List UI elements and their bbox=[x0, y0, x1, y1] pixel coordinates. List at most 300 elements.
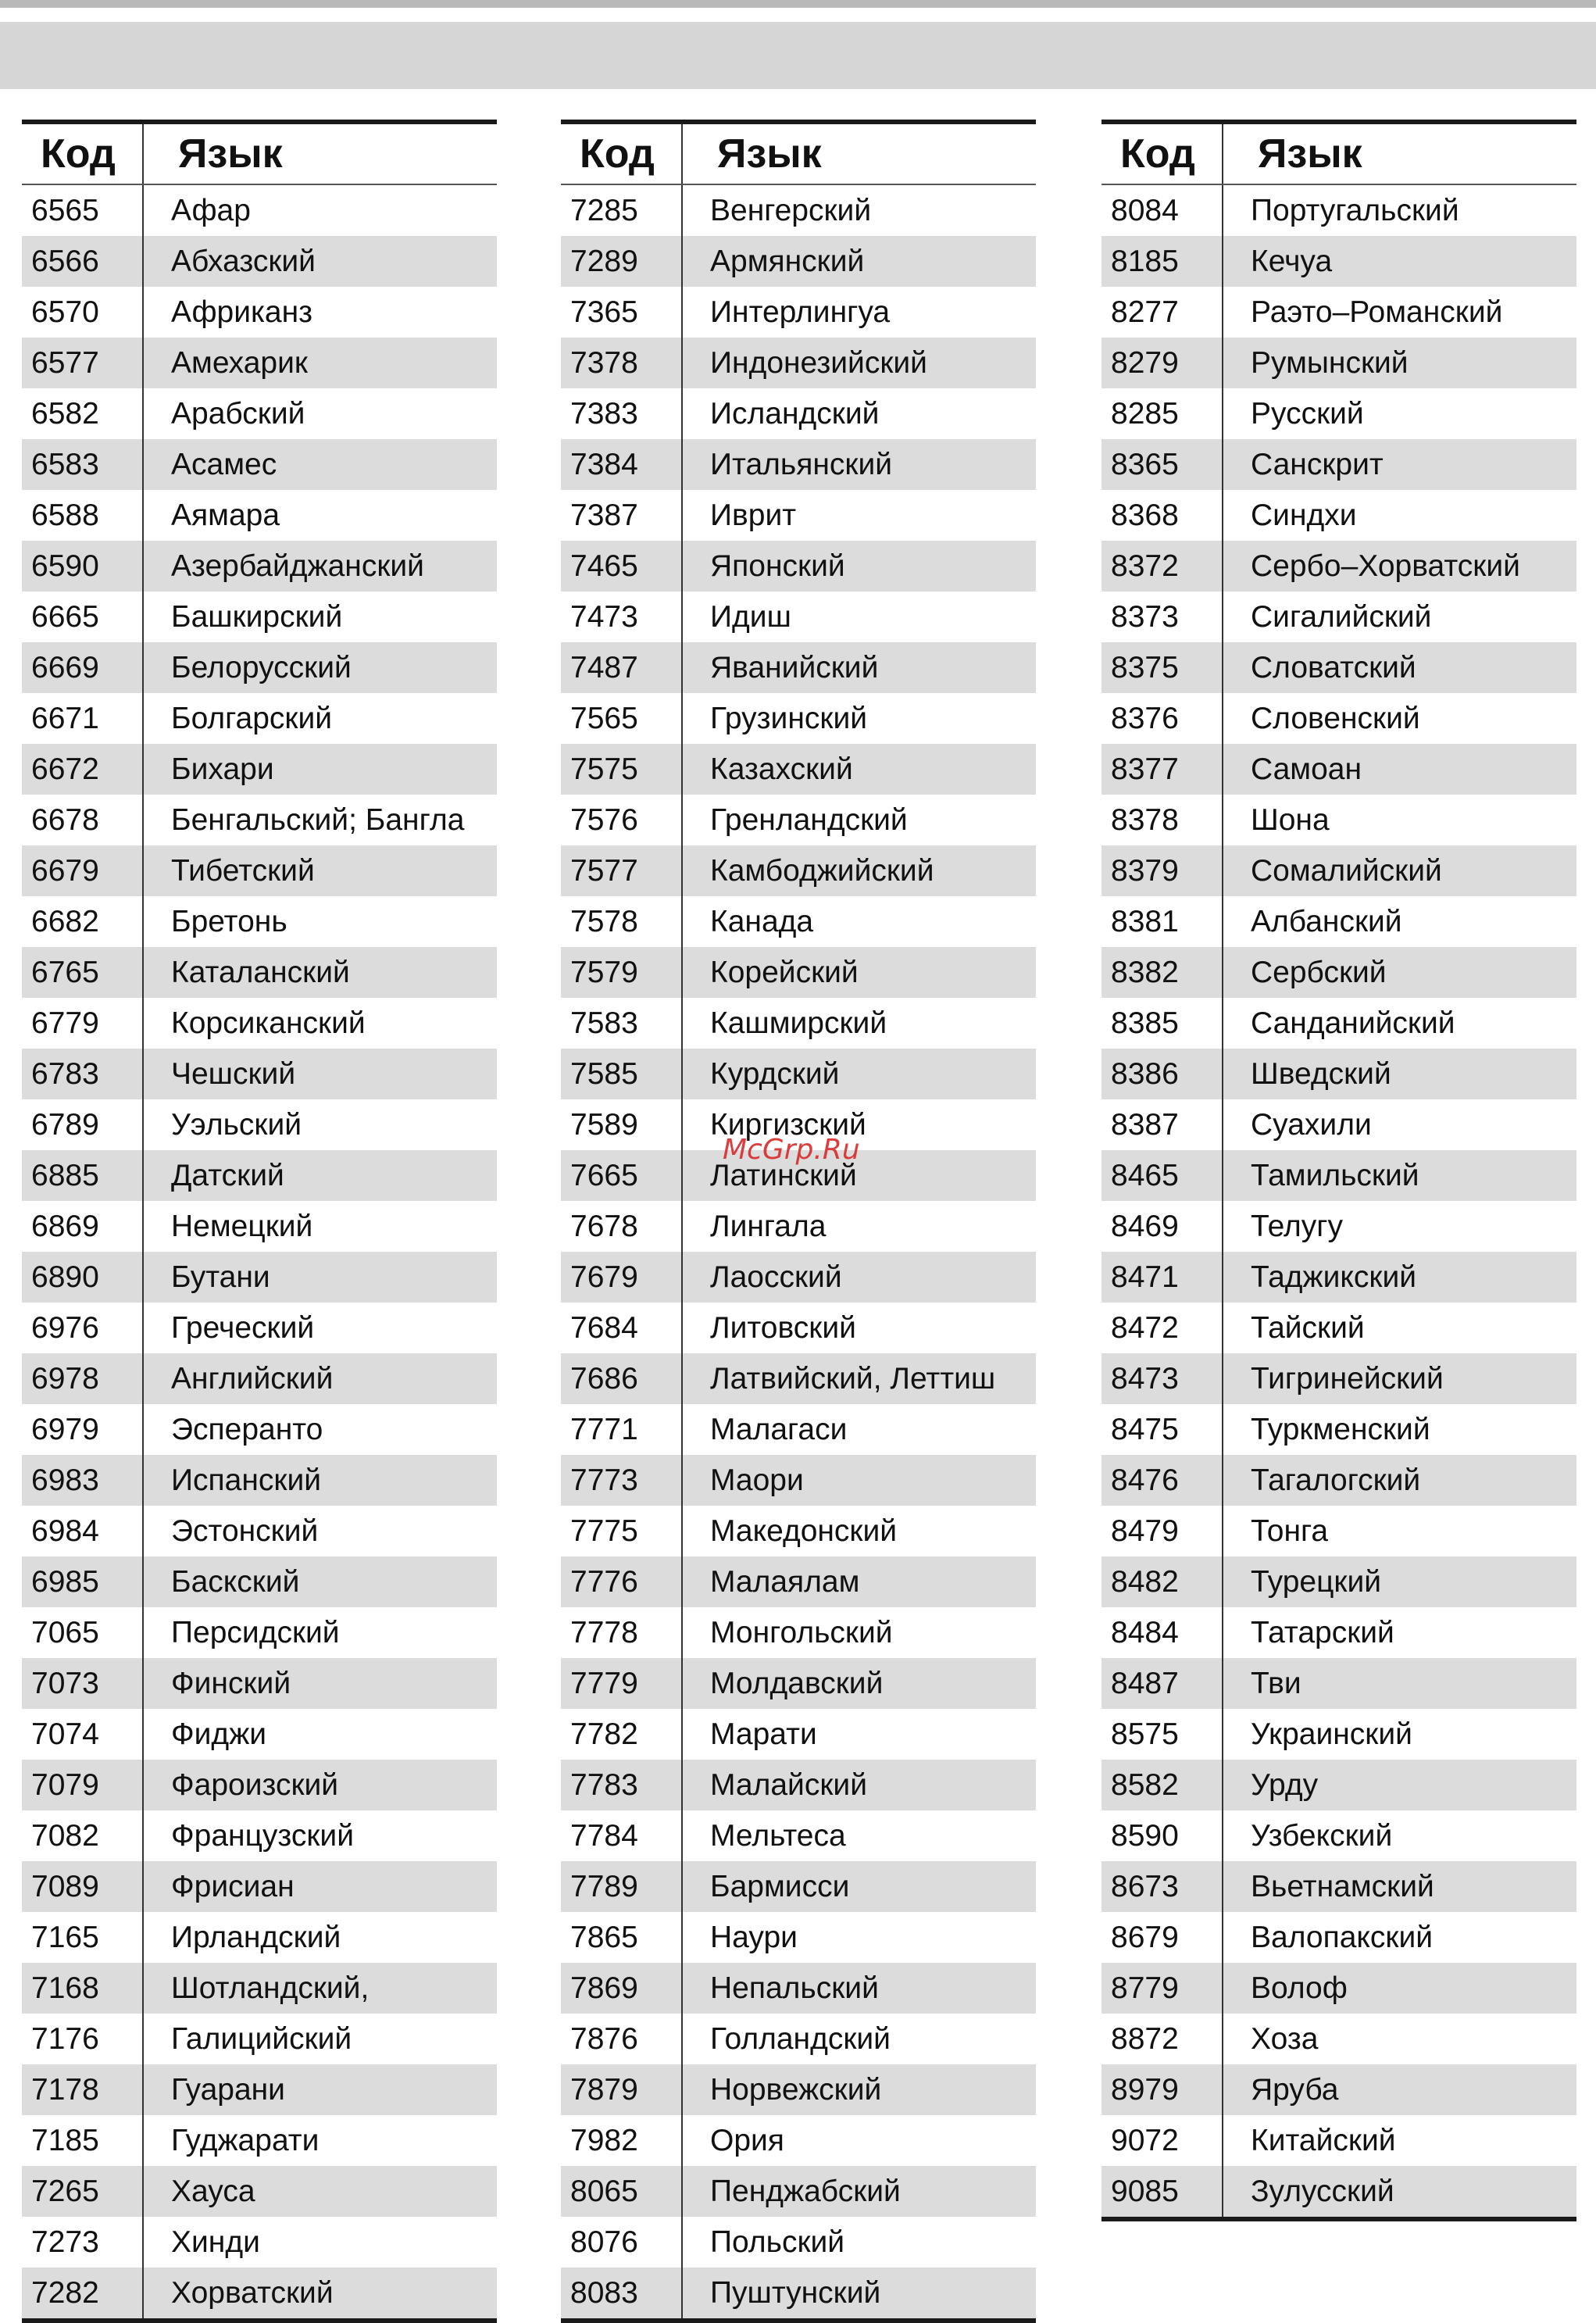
language-name: Сербский bbox=[1223, 947, 1576, 998]
language-code-table-3 bbox=[1101, 120, 1576, 2221]
language-name: Тибетский bbox=[143, 845, 497, 896]
language-code: 7665 bbox=[561, 1150, 682, 1201]
language-code: 7585 bbox=[561, 1049, 682, 1099]
language-code: 8065 bbox=[561, 2166, 682, 2217]
language-code: 8379 bbox=[1101, 845, 1223, 896]
language-name: Немецкий bbox=[171, 1209, 313, 1243]
language-code: 7289 bbox=[561, 236, 682, 287]
language-code: 8378 bbox=[1101, 795, 1223, 845]
language-name: Румынский bbox=[1223, 338, 1576, 388]
language-code: 6678 bbox=[22, 795, 143, 845]
language-code: 8487 bbox=[1101, 1658, 1223, 1709]
table-row bbox=[1101, 1252, 1576, 1303]
language-name: Эстонский bbox=[171, 1514, 319, 1548]
language-code: 6588 bbox=[22, 490, 143, 541]
table-row bbox=[561, 1455, 1036, 1506]
language-name: Тайский bbox=[1251, 1310, 1365, 1345]
table-row bbox=[561, 236, 1036, 287]
language-name: Лаосский bbox=[682, 1252, 1036, 1303]
language-name: Асамес bbox=[143, 439, 497, 490]
language-name: Санскрит bbox=[1223, 439, 1576, 490]
language-name: Уэльский bbox=[171, 1107, 302, 1142]
language-code: 6671 bbox=[22, 693, 143, 744]
language-name: Монгольский bbox=[710, 1615, 893, 1649]
language-code: 8471 bbox=[1101, 1252, 1223, 1303]
language-name: Галицийский bbox=[171, 2021, 352, 2056]
language-name: Бихари bbox=[143, 744, 497, 795]
language-name: Тагалогский bbox=[1223, 1455, 1576, 1506]
table-row bbox=[1101, 1506, 1576, 1556]
language-name: Латвийский, Леттиш bbox=[682, 1353, 1036, 1404]
language-code: 7869 bbox=[561, 1963, 682, 2014]
language-name: Самоан bbox=[1223, 744, 1576, 795]
table-row bbox=[22, 1810, 497, 1861]
table-row bbox=[1101, 1912, 1576, 1963]
table-row bbox=[561, 1049, 1036, 1099]
table-row bbox=[561, 845, 1036, 896]
table-row bbox=[22, 1099, 497, 1150]
language-name: Литовский bbox=[710, 1310, 856, 1345]
language-code: 8590 bbox=[1101, 1810, 1223, 1861]
table-row bbox=[1101, 845, 1576, 896]
language-name: Бенгальский; Бангла bbox=[171, 802, 465, 837]
language-name: Хинди bbox=[171, 2225, 260, 2259]
column-header-language: Язык bbox=[1223, 122, 1576, 184]
language-name: Индонезийский bbox=[682, 338, 1036, 388]
table-row bbox=[561, 1506, 1036, 1556]
table-row bbox=[22, 236, 497, 287]
language-name: Исландский bbox=[710, 396, 880, 431]
table-row bbox=[561, 541, 1036, 591]
language-code: 7879 bbox=[561, 2064, 682, 2115]
language-code: 8385 bbox=[1101, 998, 1223, 1049]
language-name: Португальский bbox=[1251, 193, 1459, 227]
language-name: Наури bbox=[710, 1920, 798, 1954]
language-name: Эсперанто bbox=[171, 1412, 323, 1446]
language-code: 7773 bbox=[561, 1455, 682, 1506]
language-name: Суахили bbox=[1251, 1107, 1372, 1142]
table-row bbox=[1101, 439, 1576, 490]
language-name: Казахский bbox=[682, 744, 1036, 795]
table-row bbox=[561, 1404, 1036, 1455]
table-row bbox=[22, 845, 497, 896]
table-row bbox=[1101, 998, 1576, 1049]
language-code: 7982 bbox=[561, 2115, 682, 2166]
language-name: Туркменский bbox=[1251, 1412, 1430, 1446]
language-code: 9072 bbox=[1101, 2115, 1223, 2166]
language-name: Греческий bbox=[171, 1310, 315, 1345]
language-name: Яванийский bbox=[682, 642, 1036, 693]
language-name: Тигринейский bbox=[1223, 1353, 1576, 1404]
language-name: Аямара bbox=[171, 498, 280, 532]
table-row bbox=[1101, 338, 1576, 388]
language-name: Азербайджанский bbox=[143, 541, 497, 591]
language-code: 7776 bbox=[561, 1556, 682, 1607]
table-row bbox=[1101, 2115, 1576, 2166]
table-row bbox=[561, 2268, 1036, 2321]
table-row bbox=[561, 1709, 1036, 1760]
language-code: 7789 bbox=[561, 1861, 682, 1912]
table-row bbox=[561, 1810, 1036, 1861]
table-row bbox=[561, 591, 1036, 642]
language-name: Малайский bbox=[682, 1760, 1036, 1810]
language-name: Амехарик bbox=[143, 338, 497, 388]
table-row bbox=[22, 287, 497, 338]
table-row bbox=[22, 1201, 497, 1252]
language-code: 7679 bbox=[561, 1252, 682, 1303]
language-name: Тви bbox=[1223, 1658, 1576, 1709]
language-code: 7487 bbox=[561, 642, 682, 693]
language-code: 8479 bbox=[1101, 1506, 1223, 1556]
table-row bbox=[561, 2166, 1036, 2217]
language-name: Валопакский bbox=[1251, 1920, 1434, 1954]
language-code: 7273 bbox=[22, 2217, 143, 2268]
language-name: Маори bbox=[682, 1455, 1036, 1506]
table-row bbox=[22, 439, 497, 490]
language-name: Африканз bbox=[171, 295, 313, 329]
language-code: 7465 bbox=[561, 541, 682, 591]
language-code-table-1 bbox=[22, 120, 497, 2323]
language-name: Словенский bbox=[1251, 701, 1420, 735]
language-code: 7473 bbox=[561, 591, 682, 642]
language-code: 6890 bbox=[22, 1252, 143, 1303]
language-code: 6566 bbox=[22, 236, 143, 287]
table-row bbox=[22, 1049, 497, 1099]
table-row bbox=[1101, 388, 1576, 439]
table-body bbox=[561, 184, 1036, 2321]
language-name: Идиш bbox=[710, 599, 791, 634]
column-header-code: Код bbox=[561, 122, 682, 184]
table-row bbox=[22, 1150, 497, 1201]
language-code: 8472 bbox=[1101, 1303, 1223, 1353]
language-code: 6985 bbox=[22, 1556, 143, 1607]
table-row bbox=[561, 795, 1036, 845]
language-code: 8475 bbox=[1101, 1404, 1223, 1455]
language-code: 8279 bbox=[1101, 338, 1223, 388]
language-name: Вьетнамский bbox=[1223, 1861, 1576, 1912]
language-code: 7282 bbox=[22, 2268, 143, 2321]
language-name: Французский bbox=[171, 1818, 354, 1853]
language-code: 6979 bbox=[22, 1404, 143, 1455]
language-code: 7065 bbox=[22, 1607, 143, 1658]
language-code: 7876 bbox=[561, 2014, 682, 2064]
language-code: 9085 bbox=[1101, 2166, 1223, 2219]
table-row bbox=[1101, 591, 1576, 642]
language-code: 6682 bbox=[22, 896, 143, 947]
language-code: 6779 bbox=[22, 998, 143, 1049]
language-name: Персидский bbox=[171, 1615, 340, 1649]
language-name: Раэто–Романский bbox=[1251, 295, 1503, 329]
language-name: Бретонь bbox=[171, 904, 287, 938]
table-row bbox=[1101, 490, 1576, 541]
language-name: Камбоджийский bbox=[682, 845, 1036, 896]
table-row bbox=[1101, 1150, 1576, 1201]
language-name: Телугу bbox=[1251, 1209, 1344, 1243]
table-row bbox=[22, 2217, 497, 2268]
language-name: Таджикский bbox=[1223, 1252, 1576, 1303]
table-row bbox=[22, 642, 497, 693]
language-code: 7686 bbox=[561, 1353, 682, 1404]
language-code: 6582 bbox=[22, 388, 143, 439]
language-name: Шведский bbox=[1223, 1049, 1576, 1099]
language-name: Лингала bbox=[710, 1209, 827, 1243]
language-name: Непальский bbox=[682, 1963, 1036, 2014]
language-code: 6984 bbox=[22, 1506, 143, 1556]
table-row bbox=[561, 1556, 1036, 1607]
language-code-table-2 bbox=[561, 120, 1036, 2323]
language-name: Афар bbox=[171, 193, 251, 227]
language-name: Турецкий bbox=[1223, 1556, 1576, 1607]
table-row bbox=[1101, 1049, 1576, 1099]
table-row bbox=[1101, 1455, 1576, 1506]
language-name: Зулусский bbox=[1223, 2166, 1576, 2219]
table-row bbox=[1101, 287, 1576, 338]
table-row bbox=[561, 1607, 1036, 1658]
language-name: Голландский bbox=[710, 2021, 891, 2056]
language-code: 7176 bbox=[22, 2014, 143, 2064]
table-body bbox=[1101, 184, 1576, 2219]
watermark: McGrp.Ru bbox=[723, 1134, 860, 1166]
table-row bbox=[22, 184, 497, 236]
language-code: 8277 bbox=[1101, 287, 1223, 338]
table-row bbox=[561, 184, 1036, 236]
table-row bbox=[22, 2166, 497, 2217]
language-code: 7378 bbox=[561, 338, 682, 388]
language-code: 6665 bbox=[22, 591, 143, 642]
table-row bbox=[1101, 795, 1576, 845]
language-code: 7779 bbox=[561, 1658, 682, 1709]
language-code: 8373 bbox=[1101, 591, 1223, 642]
table-row bbox=[561, 1861, 1036, 1912]
language-code: 6869 bbox=[22, 1201, 143, 1252]
language-code: 7089 bbox=[22, 1861, 143, 1912]
column-header-language: Язык bbox=[682, 122, 1036, 184]
header-band bbox=[0, 22, 1596, 89]
language-code: 6590 bbox=[22, 541, 143, 591]
language-name: Малаялам bbox=[682, 1556, 1036, 1607]
language-name: Хоза bbox=[1251, 2021, 1319, 2056]
language-code: 8476 bbox=[1101, 1455, 1223, 1506]
language-name: Канада bbox=[710, 904, 814, 938]
table-row bbox=[22, 1607, 497, 1658]
language-name: Татарский bbox=[1251, 1615, 1394, 1649]
table-row bbox=[22, 541, 497, 591]
language-code: 7782 bbox=[561, 1709, 682, 1760]
table-row bbox=[561, 2064, 1036, 2115]
table-row bbox=[22, 1252, 497, 1303]
language-name: Бармисси bbox=[682, 1861, 1036, 1912]
language-code: 8083 bbox=[561, 2268, 682, 2321]
table-row bbox=[22, 795, 497, 845]
table-row bbox=[1101, 236, 1576, 287]
language-code: 8084 bbox=[1101, 184, 1223, 236]
table-row bbox=[561, 1658, 1036, 1709]
table-row bbox=[561, 388, 1036, 439]
table-row bbox=[22, 591, 497, 642]
table-row bbox=[561, 2217, 1036, 2268]
language-code: 8575 bbox=[1101, 1709, 1223, 1760]
table-row bbox=[22, 1455, 497, 1506]
language-code: 7387 bbox=[561, 490, 682, 541]
language-name: Шона bbox=[1251, 802, 1330, 837]
table-row bbox=[22, 490, 497, 541]
table-row bbox=[1101, 1810, 1576, 1861]
language-code: 7265 bbox=[22, 2166, 143, 2217]
language-code: 6983 bbox=[22, 1455, 143, 1506]
language-code: 8979 bbox=[1101, 2064, 1223, 2115]
language-code: 7589 bbox=[561, 1099, 682, 1150]
language-code: 8376 bbox=[1101, 693, 1223, 744]
language-code: 8285 bbox=[1101, 388, 1223, 439]
language-name: Арабский bbox=[171, 396, 305, 431]
language-code: 6789 bbox=[22, 1099, 143, 1150]
language-name: Украинский bbox=[1251, 1717, 1412, 1751]
table-row bbox=[1101, 1201, 1576, 1252]
table-row bbox=[22, 2115, 497, 2166]
language-name: Хорватский bbox=[143, 2268, 497, 2321]
language-name: Сомалийский bbox=[1223, 845, 1576, 896]
language-code: 8381 bbox=[1101, 896, 1223, 947]
table-row bbox=[1101, 1607, 1576, 1658]
table-row bbox=[561, 642, 1036, 693]
column-header-language: Язык bbox=[143, 122, 497, 184]
table-row bbox=[1101, 1404, 1576, 1455]
language-code: 7583 bbox=[561, 998, 682, 1049]
language-code: 8365 bbox=[1101, 439, 1223, 490]
language-code: 7168 bbox=[22, 1963, 143, 2014]
language-name: Тонга bbox=[1251, 1514, 1329, 1548]
table-row bbox=[1101, 1099, 1576, 1150]
language-name: Урду bbox=[1223, 1760, 1576, 1810]
language-code: 8779 bbox=[1101, 1963, 1223, 2014]
table-row bbox=[22, 1709, 497, 1760]
table-row bbox=[22, 896, 497, 947]
language-name: Норвежский bbox=[682, 2064, 1036, 2115]
table-row bbox=[561, 1353, 1036, 1404]
table-row bbox=[561, 1303, 1036, 1353]
language-code: 7865 bbox=[561, 1912, 682, 1963]
language-name: Башкирский bbox=[171, 599, 343, 634]
table-row bbox=[22, 2268, 497, 2321]
table-row bbox=[22, 1506, 497, 1556]
language-code: 6765 bbox=[22, 947, 143, 998]
language-code: 7384 bbox=[561, 439, 682, 490]
column-header-code: Код bbox=[22, 122, 143, 184]
table-row bbox=[561, 744, 1036, 795]
table-row bbox=[22, 693, 497, 744]
language-code: 8482 bbox=[1101, 1556, 1223, 1607]
table-row bbox=[1101, 2166, 1576, 2219]
table-row bbox=[22, 1303, 497, 1353]
language-code: 7575 bbox=[561, 744, 682, 795]
table-row bbox=[22, 338, 497, 388]
language-code: 7383 bbox=[561, 388, 682, 439]
language-code: 7165 bbox=[22, 1912, 143, 1963]
table-header-row bbox=[561, 122, 1036, 184]
top-rule bbox=[0, 0, 1596, 8]
language-code: 8673 bbox=[1101, 1861, 1223, 1912]
language-name: Хауса bbox=[143, 2166, 497, 2217]
language-name: Сербо–Хорватский bbox=[1223, 541, 1576, 591]
table-row bbox=[561, 2014, 1036, 2064]
language-code: 8377 bbox=[1101, 744, 1223, 795]
language-code: 7082 bbox=[22, 1810, 143, 1861]
language-code: 7579 bbox=[561, 947, 682, 998]
language-code: 8872 bbox=[1101, 2014, 1223, 2064]
language-name: Армянский bbox=[682, 236, 1036, 287]
language-name: Фиджи bbox=[171, 1717, 267, 1751]
language-code: 7775 bbox=[561, 1506, 682, 1556]
table-row bbox=[22, 1912, 497, 1963]
table-row bbox=[22, 947, 497, 998]
language-code: 8465 bbox=[1101, 1150, 1223, 1201]
language-code: 8375 bbox=[1101, 642, 1223, 693]
language-name: Болгарский bbox=[171, 701, 333, 735]
language-name: Гуарани bbox=[143, 2064, 497, 2115]
language-code: 7565 bbox=[561, 693, 682, 744]
language-code: 8368 bbox=[1101, 490, 1223, 541]
table-row bbox=[561, 1252, 1036, 1303]
table-row bbox=[1101, 642, 1576, 693]
language-name: Чешский bbox=[143, 1049, 497, 1099]
language-name: Белорусский bbox=[143, 642, 497, 693]
language-name: Киргизский bbox=[710, 1107, 866, 1142]
language-name: Гренландский bbox=[710, 802, 908, 837]
language-code: 8484 bbox=[1101, 1607, 1223, 1658]
language-name: Бутани bbox=[143, 1252, 497, 1303]
table-row bbox=[561, 338, 1036, 388]
table-row bbox=[1101, 1861, 1576, 1912]
table-row bbox=[1101, 1303, 1576, 1353]
language-name: Интерлингуа bbox=[710, 295, 891, 329]
language-name: Русский bbox=[1251, 396, 1364, 431]
table-row bbox=[1101, 1353, 1576, 1404]
language-code: 7778 bbox=[561, 1607, 682, 1658]
table-row bbox=[1101, 1760, 1576, 1810]
language-code: 8382 bbox=[1101, 947, 1223, 998]
language-name: Малагаси bbox=[710, 1412, 848, 1446]
language-name: Каталанский bbox=[143, 947, 497, 998]
table-row bbox=[1101, 1709, 1576, 1760]
language-code: 6885 bbox=[22, 1150, 143, 1201]
language-name: Латинский bbox=[682, 1150, 1036, 1201]
language-name: Албанский bbox=[1251, 904, 1402, 938]
table-row bbox=[561, 693, 1036, 744]
language-name: Абхазский bbox=[143, 236, 497, 287]
language-name: Словатский bbox=[1223, 642, 1576, 693]
language-name: Шотландский, bbox=[143, 1963, 497, 2014]
language-code: 8469 bbox=[1101, 1201, 1223, 1252]
language-name: Пенджабский bbox=[682, 2166, 1036, 2217]
language-name: Испанский bbox=[143, 1455, 497, 1506]
language-name: Яруба bbox=[1223, 2064, 1576, 2115]
language-name: Ория bbox=[710, 2123, 784, 2157]
table-row bbox=[22, 1760, 497, 1810]
table-row bbox=[22, 998, 497, 1049]
language-name: Корейский bbox=[682, 947, 1036, 998]
language-code: 7178 bbox=[22, 2064, 143, 2115]
language-code: 8386 bbox=[1101, 1049, 1223, 1099]
table-row bbox=[22, 1658, 497, 1709]
language-code: 6783 bbox=[22, 1049, 143, 1099]
language-name: Кашмирский bbox=[710, 1006, 887, 1040]
language-name: Санданийский bbox=[1251, 1006, 1455, 1040]
table-row bbox=[1101, 693, 1576, 744]
table-row bbox=[1101, 1556, 1576, 1607]
table-row bbox=[1101, 2014, 1576, 2064]
language-code: 6570 bbox=[22, 287, 143, 338]
table-row bbox=[1101, 1963, 1576, 2014]
